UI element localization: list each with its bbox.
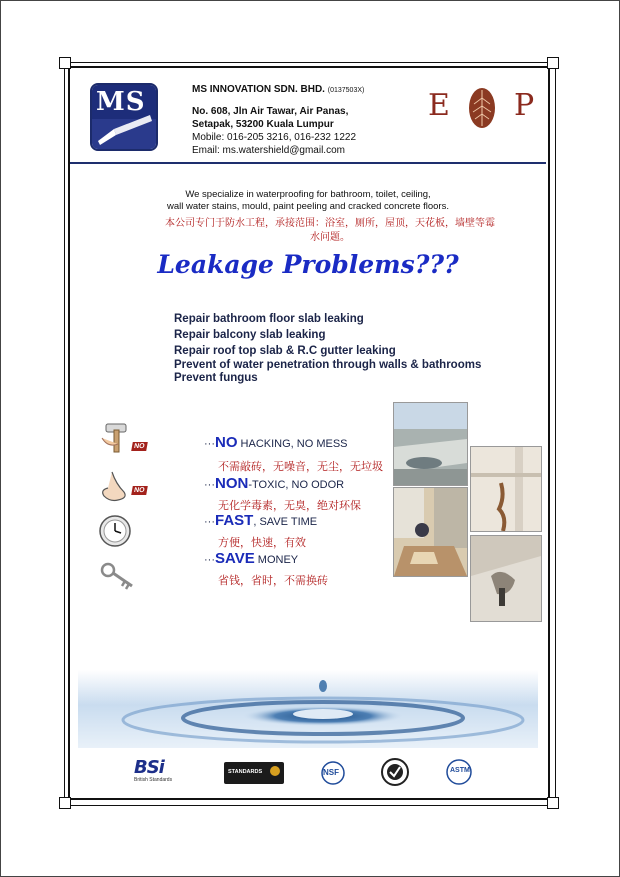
benefit-prefix: ··· [204, 554, 215, 566]
repair-item: Repair bathroom floor slab leaking [174, 313, 364, 325]
benefit-prefix: ··· [204, 438, 215, 450]
bsi-logo-text: BSi [134, 757, 164, 778]
astm-logo-text: ASTM [450, 767, 470, 774]
company-registration: (0137503X) [327, 87, 365, 94]
company-logo [90, 83, 158, 151]
wall-stain-photo [470, 446, 542, 532]
intro-chinese-line-1: 本公司专门于防水工程，承接范围：浴室，厕所，屋顶，天花板，墙壁等霉 [165, 218, 495, 229]
partner-logo [428, 86, 536, 130]
mobile-numbers: Mobile: 016-205 3216, 016-232 1222 [192, 132, 357, 143]
clock-icon [98, 514, 152, 550]
standards-australia-logo [224, 762, 284, 784]
benefit-save-money [204, 550, 298, 567]
hammer-icon [100, 420, 154, 456]
leaf-icon [466, 86, 498, 130]
bsi-logo [134, 759, 194, 785]
email-address: Email: ms.watershield@gmail.com [192, 145, 345, 156]
bsi-logo-subtitle: British Standards [134, 777, 173, 783]
certification-seal-logo [380, 757, 410, 787]
repair-item: Prevent fungus [174, 372, 258, 384]
benefit-text: HACKING, NO MESS [237, 438, 348, 450]
repair-item: Repair balcony slab leaking [174, 329, 326, 341]
header-divider [70, 162, 546, 164]
frame-corner [59, 797, 71, 809]
address-line-2: Setapak, 53200 Kuala Lumpur [192, 119, 334, 130]
company-name: MS INNOVATION SDN. BHD. [192, 84, 325, 95]
astm-logo [444, 757, 474, 787]
benefit-keyword: FAST [215, 512, 254, 529]
intro-text [96, 189, 520, 213]
benefit-chinese: 省钱，省时，不需换砖 [218, 575, 328, 587]
benefit-chinese: 方便，快速，有效 [218, 537, 306, 549]
repair-item: Prevent of water penetration through walls & bathrooms [174, 359, 482, 371]
intro-chinese [138, 217, 522, 245]
repair-item: Repair roof top slab & R.C gutter leaking [174, 345, 396, 357]
benefit-keyword: NON [215, 475, 249, 492]
frame-corner [547, 797, 559, 809]
intro-chinese-line-2: 水问题。 [310, 232, 350, 243]
benefit-keyword: NO [215, 434, 238, 451]
benefit-text: MONEY [254, 554, 299, 566]
repairs-list [174, 311, 481, 385]
partner-logo-letter-p: P [514, 88, 535, 123]
no-badge: NO [131, 486, 147, 495]
nsf-logo-text: NSF [323, 768, 339, 777]
no-badge: NO [131, 442, 147, 451]
ceiling-leak-photo [470, 535, 542, 622]
benefit-chinese: 无化学毒素，无臭，绝对环保 [218, 500, 361, 512]
benefit-chinese: 不需敲砖，无噪音，无尘，无垃圾 [218, 461, 383, 473]
water-ripple-image [78, 670, 538, 748]
benefit-prefix: ··· [204, 516, 215, 528]
benefit-text: , SAVE TIME [253, 516, 318, 528]
logo-text: MS [96, 87, 146, 117]
benefit-non-toxic [204, 475, 344, 492]
benefit-fast [204, 512, 317, 529]
standards-logo-text: STANDARDS [228, 769, 263, 775]
headline: Leakage Problems??? [157, 250, 459, 279]
frame-corner [59, 57, 71, 69]
rooftop-photo [393, 402, 468, 486]
key-icon [98, 560, 152, 596]
benefit-prefix: ··· [204, 479, 215, 491]
intro-line-2: wall water stains, mould, paint peeling and cracked concrete floors. [167, 201, 449, 212]
address-line-1: No. 608, Jln Air Tawar, Air Panas, [192, 106, 349, 117]
company-info [192, 83, 364, 157]
partner-logo-letter-e: E [428, 88, 450, 123]
frame-corner [547, 57, 559, 69]
benefit-text: -TOXIC, NO ODOR [248, 479, 345, 491]
benefit-keyword: SAVE [215, 550, 255, 567]
benefit-no-hacking [204, 434, 348, 451]
nsf-logo [318, 761, 348, 787]
intro-line-1: We specialize in waterproofing for bathroom, toilet, ceiling, [185, 189, 431, 200]
bathroom-floor-photo [393, 487, 468, 577]
nose-icon [98, 470, 152, 506]
